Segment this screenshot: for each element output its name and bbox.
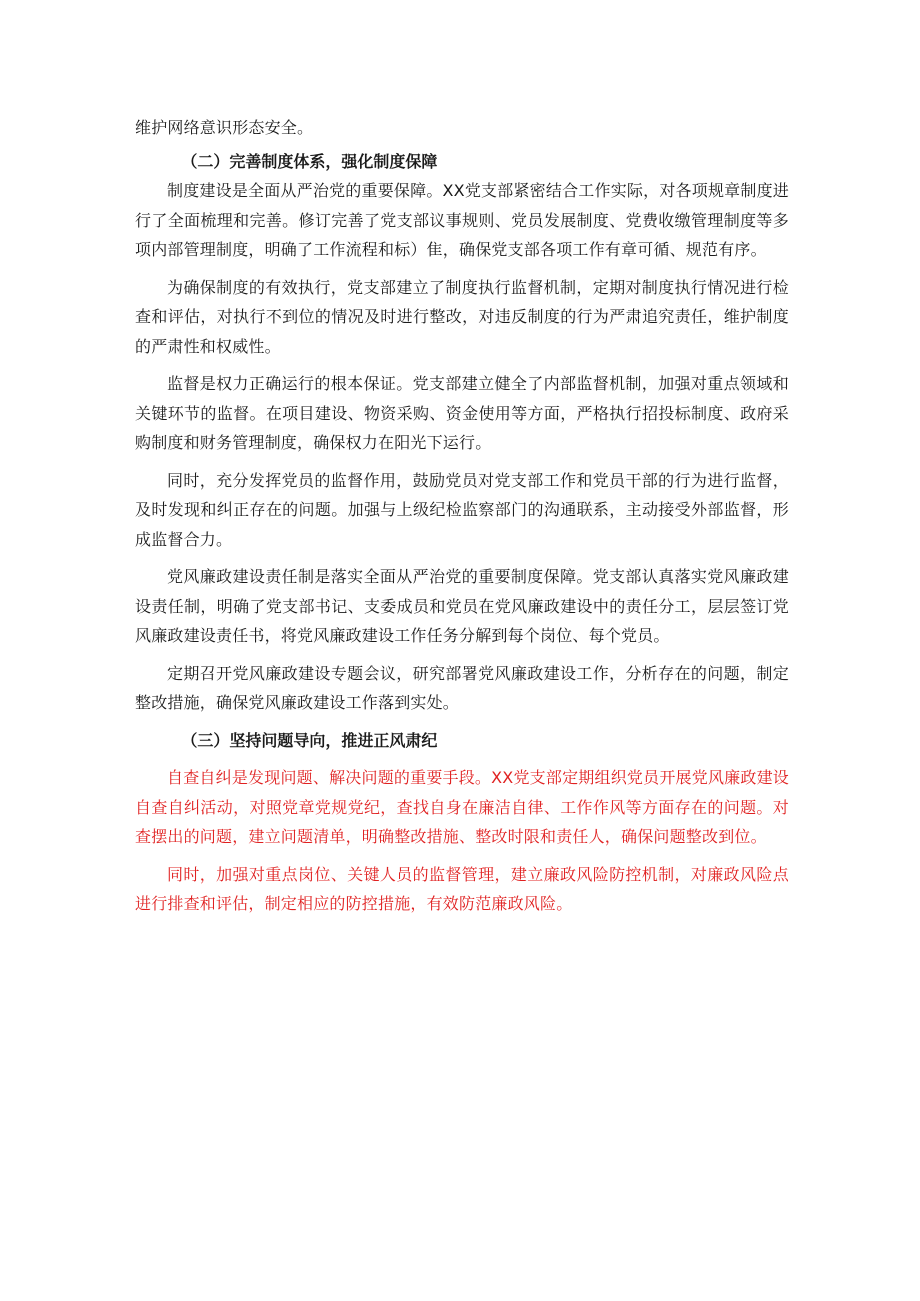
section-2-paragraph-5: 党风廉政建设责任制是落实全面从严治党的重要制度保障。党支部认真落实党风廉政建设责任制，明确了党支部书记、支委成员和党员在党风廉政建设中的责任分工，层层签订党风廉政建设责任书，将党风廉政建设工作任务分解到每个岗位、每个党员。 [135,567,789,645]
intro-line: 维护网络意识形态安全。 [135,118,314,137]
section-2-paragraph-2: 为确保制度的有效执行，党支部建立了制度执行监督机制，定期对制度执行情况进行检查和评估，对执行不到位的情况及时进行整改，对违反制度的行为严肃追究责任，维护制度的严肃性和权威性。 [135,277,789,356]
section-3-paragraph-2: 同时，加强对重点岗位、关键人员的监督管理，建立廉政风险防控机制，对廉政风险点进行排查和评估，制定相应的防控措施，有效防范廉政风险。 [135,864,789,913]
section-2-paragraph-6: 定期召开党风廉政建设专题会议，研究部署党风廉政建设工作，分析存在的问题，制定整改措施，确保党风廉政建设工作落到实处。 [135,663,789,712]
section-2-paragraph-4: 同时，充分发挥党员的监督作用，鼓励党员对党支部工作和党员干部的行为进行监督，及时发现和纠正存在的问题。加强与上级纪检监察部门的沟通联系，主动接受外部监督，形成监督合力。 [135,470,789,549]
section-2-paragraph-1: 制度建设是全面从严治党的重要保障。XX党支部紧密结合工作实际，对各项规章制度进行了全面梳理和完善。修订完善了党支部议事规则、党员发展制度、党费收缴管理制度等多项内部管理制度，明确了工作流程和标）隹，确保党支部各项工作有章可循、规范有序。 [135,181,789,259]
section-3-paragraph-1: 自查自纠是发现问题、解决问题的重要手段。XX党支部定期组织党员开展党风廉政建设自查自纠活动，对照党章党规党纪，查找自身在廉洁自律、工作作风等方面存在的问题。对查摆出的问题，建立问题清单，明确整改措施、整改时限和责任人，确保问题整改到位。 [135,768,789,846]
section-3-heading: （三）坚持问题导向，推进正风肃纪 [181,730,438,750]
document-body [135,113,789,919]
section-2-heading: （二）完善制度体系，强化制度保障 [181,151,438,171]
section-2-paragraph-3: 监督是权力正确运行的根本保证。党支部建立健全了内部监督机制，加强对重点领域和关键环节的监督。在项目建设、物资采购、资金使用等方面，严格执行招投标制度、政府采购制度和财务管理制度，确保权力在阳光下运行。 [135,374,789,452]
